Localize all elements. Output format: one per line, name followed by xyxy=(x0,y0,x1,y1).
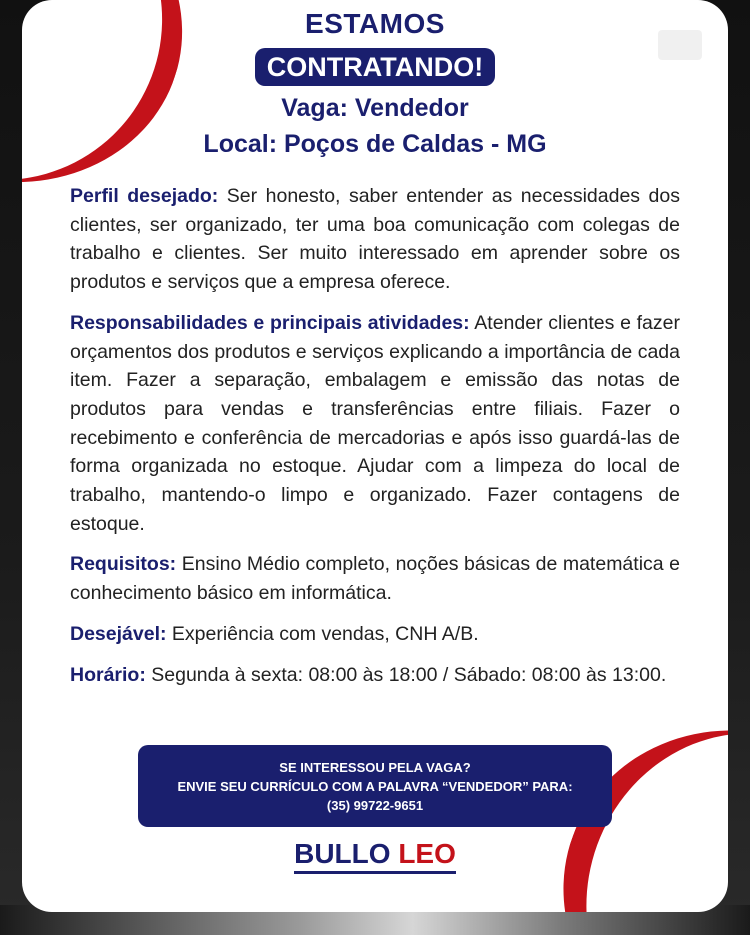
requisitos-label: Requisitos: xyxy=(70,553,177,576)
contact-banner xyxy=(138,745,612,827)
desejavel-text: Experiência com vendas, CNH A/B. xyxy=(166,622,479,645)
perfil-label: Perfil desejado: xyxy=(70,185,219,207)
logo-leo: LEO xyxy=(398,838,456,869)
job-title: Vaga: Vendedor xyxy=(281,94,469,122)
headline-contratando: CONTRATANDO! xyxy=(255,48,495,86)
cta-instruction: ENVIE SEU CURRÍCULO COM A PALAVRA “VENDEDOR” PARA: xyxy=(177,778,573,794)
horario-text: Segunda à sexta: 08:00 às 18:00 / Sábado: 08:00 às 13:00. xyxy=(145,663,667,686)
header xyxy=(22,6,728,160)
logo-wordmark xyxy=(294,838,456,874)
headline-estamos: ESTAMOS xyxy=(305,8,445,39)
section-desejavel xyxy=(70,620,680,649)
requisitos-text: Ensino Médio completo, noções básicas de matemática e conhecimento básico em informática. xyxy=(70,553,680,605)
company-logo xyxy=(22,838,728,874)
section-horario xyxy=(70,661,680,690)
section-perfil xyxy=(70,182,680,297)
job-description xyxy=(70,182,680,701)
responsabilidades-label: Responsabilidades e principais atividades: xyxy=(70,311,470,334)
desejavel-label: Desejável: xyxy=(70,622,167,645)
cta-question: SE INTERESSOU PELA VAGA? xyxy=(279,759,471,775)
perfil-text: Ser honesto, saber entender as necessidades dos clientes, ser organizado, ter uma boa comunicação com colegas de trabalho e clientes. Ser muito interessado em aprender sobre os produtos e serviços que a empresa oferece. xyxy=(70,185,680,294)
section-requisitos xyxy=(70,550,680,607)
logo-bullo: BULLO xyxy=(294,838,391,869)
horario-label: Horário: xyxy=(70,663,146,686)
job-ad-card xyxy=(22,0,728,912)
job-location: Local: Poços de Caldas - MG xyxy=(203,130,547,158)
responsabilidades-text: Atender clientes e fazer orçamentos dos produtos e serviços explicando a importância de cada item. Fazer a separação, embalagem e emissão das notas de produtos para vendas e transferências entre filiais. Fazer o recebimento e conferência de mercadorias e após isso guardá-las de forma organizada no estoque. Ajudar com a limpeza do local de trabalho, mantendo-o limpo e organizado. Fazer contagens de estoque. xyxy=(70,311,680,535)
section-responsabilidades xyxy=(70,309,680,539)
cta-phone: (35) 99722-9651 xyxy=(326,797,424,813)
